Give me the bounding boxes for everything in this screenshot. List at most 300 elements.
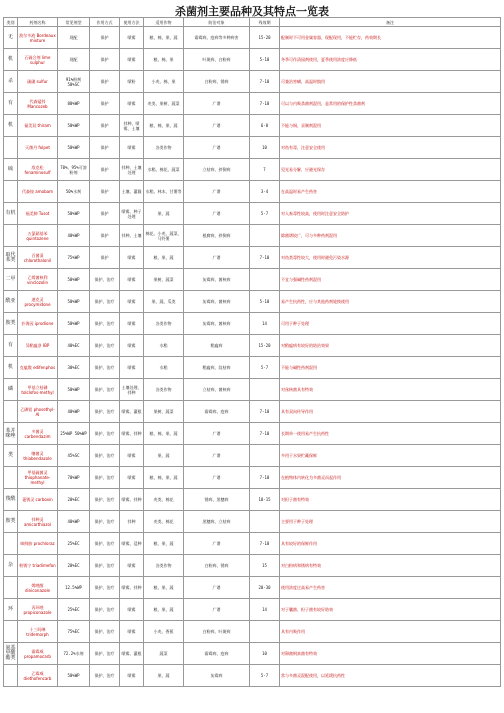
remark-cell: 在植物体内转化为多菌灵而起作用 (280, 467, 501, 489)
table-row (4, 467, 501, 489)
agent-name-cell: 多菌灵 carbendazim (18, 423, 58, 445)
duration-cell (250, 621, 280, 643)
duration-cell: 7-10 (250, 401, 280, 423)
remark-cell: 除菌谱较广，可与多种药剂混用 (280, 225, 501, 247)
agent-name-cell: 百菌清 chlorothalonil (18, 247, 58, 269)
remark-cell: 常与多菌灵混配使用，以延缓抗药性 (280, 665, 501, 687)
target-cell: 广谱 (184, 577, 250, 599)
target-cell: 稻瘟病 (184, 335, 250, 357)
category-cell: 硫 (4, 159, 18, 181)
action-cell: 保护、治疗 (90, 269, 120, 291)
remark-cell: 不宜与强碱性药剂混用 (280, 269, 501, 291)
duration-cell: 7-10 (250, 467, 280, 489)
target-cell: 灰霉病、菌核病 (184, 291, 250, 313)
target-cell: 广谱 (184, 423, 250, 445)
method-cell: 喷雾 (120, 313, 144, 335)
target-cell: 广谱 (184, 247, 250, 269)
target-cell: 黑穗病、立枯病 (184, 511, 250, 533)
crop-cell: 粮、棉、果、蔬 (144, 115, 184, 137)
crop-cell: 水稻、棉花、蔬菜 (144, 159, 184, 181)
remark-cell: 见光易分解，应避光保存 (280, 159, 501, 181)
crop-cell: 小麦、香蕉 (144, 621, 184, 643)
crop-cell: 水稻、林木、甘薯等 (144, 181, 184, 203)
crop-cell: 粮、果、蔬 (144, 247, 184, 269)
crop-cell: 果树、蔬菜 (144, 401, 184, 423)
agent-name-cell: 五氯硝基苯 quintozene (18, 225, 58, 247)
category-cell (4, 181, 18, 203)
target-cell: 根腐病、猝倒病 (184, 225, 250, 247)
category-cell (4, 621, 18, 643)
crop-cell: 各类作物 (144, 137, 184, 159)
duration-cell (250, 225, 280, 247)
remark-cell: 对人畜毒性较高，使用时注意安全防护 (280, 203, 501, 225)
remark-cell: 可以与内吸杀菌剂混用，是常用的保护性杀菌剂 (280, 93, 501, 115)
table-row (4, 203, 501, 225)
formulation-cell: 50%WP (58, 291, 90, 313)
remark-cell: 不能与铜、汞制剂混用 (280, 115, 501, 137)
duration-cell (250, 445, 280, 467)
target-cell: 广谱 (184, 137, 250, 159)
action-cell: 保护、治疗 (90, 423, 120, 445)
remark-cell: 对丝核菌具有特效 (280, 379, 501, 401)
table-row (4, 599, 501, 621)
agent-name-cell: 灭菌丹 folpet (18, 137, 58, 159)
category-cell: 机 (4, 357, 18, 379)
formulation-cell: 12.5%WP (58, 577, 90, 599)
duration-cell: 5-10 (250, 49, 280, 71)
method-cell: 喷雾、浸种 (120, 533, 144, 555)
category-cell: 取代苯类 (4, 247, 18, 269)
category-cell: 酰亚 (4, 291, 18, 313)
duration-cell: 7-10 (250, 423, 280, 445)
formulation-cell: 50%WP (58, 137, 90, 159)
formulation-cell: 75%WP (58, 247, 90, 269)
action-cell: 保护、治疗 (90, 599, 120, 621)
duration-cell: 5-7 (250, 357, 280, 379)
fungicide-table (3, 17, 501, 687)
duration-cell: 10 (250, 137, 280, 159)
duration-cell: 6-8 (250, 115, 280, 137)
remark-cell: 对鱼类毒性较大，使用时避免污染水源 (280, 247, 501, 269)
method-cell: 喷雾 (120, 445, 144, 467)
target-cell: 霜霉病、疫病 (184, 643, 250, 665)
duration-cell: 14 (250, 599, 280, 621)
formulation-cell: 50%WP (58, 313, 90, 335)
table-row (4, 335, 501, 357)
action-cell: 保护 (90, 203, 120, 225)
category-cell: 机 (4, 115, 18, 137)
action-cell: 保护、治疗 (90, 357, 120, 379)
target-cell: 广谱 (184, 203, 250, 225)
page-title: 杀菌剂主要品种及其特点一览表 (175, 5, 329, 18)
agent-name-cell: 甲基立枯磷 tolclofos-methyl (18, 379, 58, 401)
remark-cell: 对担子菌有特效 (280, 489, 501, 511)
crop-cell: 果、蔬 (144, 665, 184, 687)
action-cell: 保护、治疗 (90, 291, 120, 313)
remark-cell: 对鱼有毒，注意安全使用 (280, 137, 501, 159)
target-cell: 灰霉病、菌核病 (184, 269, 250, 291)
formulation-cell: 70%WP (58, 467, 90, 489)
remark-cell: 主要用于种子处理 (280, 511, 501, 533)
table-row (4, 159, 501, 181)
remark-cell: 对白粉病和锈病有特效 (280, 555, 501, 577)
agent-name-cell: 丙环唑 propiconazole (18, 599, 58, 621)
target-cell: 广谱 (184, 533, 250, 555)
table-row (4, 489, 501, 511)
table-row (4, 533, 501, 555)
formulation-cell: 25%EC (58, 533, 90, 555)
column-header: 残效期 (250, 18, 280, 27)
table-row (4, 27, 501, 49)
category-cell (4, 137, 18, 159)
remark-cell: 对卵菌纲真菌有特效 (280, 643, 501, 665)
agent-name-cell: 速克灵 procymidone (18, 291, 58, 313)
category-cell (4, 577, 18, 599)
action-cell: 保护、治疗 (90, 533, 120, 555)
method-cell: 喷雾 (120, 555, 144, 577)
table-row (4, 357, 501, 379)
action-cell: 保护 (90, 159, 120, 181)
method-cell: 喷雾 (120, 269, 144, 291)
table-row (4, 137, 501, 159)
agent-name-cell: 石硫合剂 lime sulphur (18, 49, 58, 71)
target-cell: 灰霉病、菌核病 (184, 313, 250, 335)
duration-cell: 5-7 (250, 665, 280, 687)
table-row (4, 379, 501, 401)
table-row (4, 621, 501, 643)
remark-cell: 可兼治害螨，高温时慎用 (280, 71, 501, 93)
formulation-cell: 72.2%水剂 (58, 643, 90, 665)
remark-cell: 对子囊菌、担子菌有较好防效 (280, 599, 501, 621)
agent-name-cell: 霜霉威 propamocarb (18, 643, 58, 665)
crop-cell: 粮、棉、果、蔬 (144, 27, 184, 49)
category-cell (4, 225, 18, 247)
crop-cell: 蔬菜 (144, 643, 184, 665)
target-cell: 稻瘟病、纹枯病 (184, 357, 250, 379)
formulation-cell: 40%WP (58, 225, 90, 247)
method-cell: 土壤处理、拌种 (120, 379, 144, 401)
table-row (4, 423, 501, 445)
agent-name-cell: 硫磺 sulfur (18, 71, 58, 93)
category-cell: 羧酰 (4, 489, 18, 511)
agent-name-cell: 十三吗啉 tridemorph (18, 621, 58, 643)
action-cell: 保护 (90, 49, 120, 71)
formulation-cell: 20%EC (58, 489, 90, 511)
agent-name-cell: 克瘟散 edifenphos (18, 357, 58, 379)
table-row (4, 247, 501, 269)
duration-cell: 10-15 (250, 489, 280, 511)
category-cell: 杀 (4, 71, 18, 93)
formulation-cell: 91%粉剂 50%SC (58, 71, 90, 93)
crop-cell: 各类作物 (144, 555, 184, 577)
agent-name-cell: 拌种灵 amicarthiazol (18, 511, 58, 533)
formulation-cell: 80%WP (58, 93, 90, 115)
crop-cell: 粮、棉、果 (144, 49, 184, 71)
table-row (4, 313, 501, 335)
target-cell: 锈病、黑穗病 (184, 489, 250, 511)
remark-cell: 可用于种子处理 (280, 313, 501, 335)
category-cell: 无 (4, 27, 18, 49)
formulation-cell: 50%WP (58, 269, 90, 291)
formulation-cell: 现配 (58, 49, 90, 71)
method-cell: 喷雾 (120, 93, 144, 115)
duration-cell: 15-20 (250, 335, 280, 357)
column-header: 常见剂型 (58, 18, 90, 27)
method-cell: 喷粉 (120, 71, 144, 93)
crop-cell: 麦类、棉花 (144, 511, 184, 533)
agent-name-cell: 波尔多液 Bordeaux mixture (18, 27, 58, 49)
target-cell: 灰霉病 (184, 665, 250, 687)
crop-cell: 粮、棉、果、蔬 (144, 423, 184, 445)
target-cell: 立枯病、菌核病 (184, 379, 250, 401)
column-header: 使用方法 (120, 18, 144, 27)
method-cell: 喷雾 (120, 291, 144, 313)
remark-cell: 多用于水果贮藏保鲜 (280, 445, 501, 467)
formulation-cell: 45%SC (58, 445, 90, 467)
table-row (4, 643, 501, 665)
category-cell: 有 (4, 93, 18, 115)
column-header: 适用作物 (144, 18, 184, 27)
method-cell: 拌种、喷雾、土壤 (120, 115, 144, 137)
action-cell: 保护、治疗 (90, 445, 120, 467)
table-row (4, 49, 501, 71)
method-cell: 喷雾 (120, 467, 144, 489)
duration-cell: 15 (250, 555, 280, 577)
method-cell: 拌种、土壤处理 (120, 159, 144, 181)
category-cell (4, 665, 18, 687)
action-cell: 保护 (90, 71, 120, 93)
crop-cell: 麦类、棉花 (144, 489, 184, 511)
method-cell: 喷雾 (120, 357, 144, 379)
table-row (4, 511, 501, 533)
duration-cell: 3-4 (250, 181, 280, 203)
action-cell: 保护、治疗 (90, 665, 120, 687)
formulation-cell: 现配 (58, 27, 90, 49)
duration-cell: 10 (250, 643, 280, 665)
action-cell: 保护 (90, 93, 120, 115)
crop-cell: 麦类、果树、蔬菜 (144, 93, 184, 115)
table-row (4, 181, 501, 203)
method-cell: 喷雾、拌种 (120, 489, 144, 511)
duration-cell: 7 (250, 159, 280, 181)
column-header: 防治对象 (184, 18, 250, 27)
category-cell: 胺类 (4, 313, 18, 335)
formulation-cell: 25%WP 50%WP (58, 423, 90, 445)
target-cell: 白粉病、叶斑病 (184, 621, 250, 643)
agent-name-cell: 代森铵 amobam (18, 181, 58, 203)
action-cell: 保护、治疗 (90, 335, 120, 357)
table-row (4, 225, 501, 247)
remark-cell: 冬季可作清园剂使用，夏季使用浓度应降低 (280, 49, 501, 71)
duration-cell (250, 379, 280, 401)
target-cell: 广谱 (184, 445, 250, 467)
duration-cell: 7-10 (250, 247, 280, 269)
column-header: 备注 (280, 18, 501, 27)
agent-name-cell: 异稻瘟净 IBP (18, 335, 58, 357)
method-cell: 拌种 (120, 511, 144, 533)
agent-name-cell: 咪鲜胺 prochloraz (18, 533, 58, 555)
method-cell: 喷雾 (120, 621, 144, 643)
duration-cell: 7-10 (250, 71, 280, 93)
agent-name-cell: 福美胂 Tusot (18, 203, 58, 225)
remark-cell: 使用浓度过高易产生药害 (280, 577, 501, 599)
category-cell: 机 (4, 49, 18, 71)
target-cell: 白粉病、锈病 (184, 555, 250, 577)
table-header-row (4, 18, 501, 27)
action-cell: 保护、治疗 (90, 555, 120, 577)
crop-cell: 小麦、棉、果 (144, 71, 184, 93)
duration-cell: 7-10 (250, 93, 280, 115)
method-cell: 喷雾 (120, 335, 144, 357)
category-cell: 类 (4, 445, 18, 467)
formulation-cell: 25%EC (58, 599, 90, 621)
formulation-cell: 50%WP (58, 379, 90, 401)
table-row (4, 71, 501, 93)
method-cell: 喷雾、灌根 (120, 643, 144, 665)
crop-cell: 果、蔬 (144, 445, 184, 467)
remark-cell: 不能与碱性药剂混用 (280, 357, 501, 379)
action-cell: 保护、治疗 (90, 379, 120, 401)
agent-name-cell: 敌克松 fenaminosulf (18, 159, 58, 181)
method-cell: 喷雾 (120, 49, 144, 71)
target-cell: 广谱 (184, 93, 250, 115)
action-cell: 保护 (90, 225, 120, 247)
duration-cell (250, 511, 280, 533)
method-cell: 喷雾 (120, 665, 144, 687)
target-cell: 霜霉病、疫病 (184, 401, 250, 423)
category-cell: 苯并咪唑 (4, 423, 18, 445)
table-row (4, 665, 501, 687)
action-cell: 保护、治疗 (90, 401, 120, 423)
agent-name-cell: 粉锈宁 triadimefon (18, 555, 58, 577)
agent-name-cell: 乙烯菌核利 vinclozolin (18, 269, 58, 291)
method-cell: 喷雾 (120, 247, 144, 269)
formulation-cell: 50%WP (58, 115, 90, 137)
table-row (4, 93, 501, 115)
target-cell: 叶斑病、白粉病 (184, 49, 250, 71)
agent-name-cell: 代森锰锌 Mancozeb (18, 93, 58, 115)
target-cell: 霜霉病、疫病等多种病害 (184, 27, 250, 49)
table-row (4, 291, 501, 313)
column-header: 药剂名称 (18, 18, 58, 27)
method-cell: 喷雾 (120, 27, 144, 49)
target-cell: 广谱 (184, 181, 250, 203)
agent-name-cell: 乙霉威 diethofencarb (18, 665, 58, 687)
action-cell: 保护、治疗 (90, 643, 120, 665)
target-cell: 广谱 (184, 599, 250, 621)
action-cell: 保护 (90, 137, 120, 159)
table-row (4, 577, 501, 599)
remark-cell: 具有内吸作用 (280, 621, 501, 643)
table-row (4, 115, 501, 137)
agent-name-cell: 扑海因 iprodione (18, 313, 58, 335)
table-row (4, 401, 501, 423)
method-cell: 喷雾、灌根 (120, 401, 144, 423)
crop-cell: 粮、果、蔬 (144, 577, 184, 599)
action-cell: 保护 (90, 181, 120, 203)
duration-cell: 20-30 (250, 577, 280, 599)
formulation-cell: 40%WP (58, 511, 90, 533)
crop-cell: 果、蔬、瓜类 (144, 291, 184, 313)
formulation-cell: 50%WP (58, 665, 90, 687)
method-cell: 喷雾、种子处理 (120, 203, 144, 225)
method-cell: 拌种、土壤 (120, 225, 144, 247)
remark-cell: 具有双向传导作用 (280, 401, 501, 423)
crop-cell: 水稻 (144, 357, 184, 379)
category-cell: 二甲 (4, 269, 18, 291)
action-cell: 保护、治疗 (90, 313, 120, 335)
crop-cell: 各类作物 (144, 313, 184, 335)
agent-name-cell: 福美双 thiram (18, 115, 58, 137)
agent-name-cell: 噻菌灵 thiabendazole (18, 445, 58, 467)
target-cell: 广谱 (184, 115, 250, 137)
crop-cell: 粮、果、蔬 (144, 599, 184, 621)
target-cell: 立枯病、猝倒病 (184, 159, 250, 181)
crop-cell: 各类作物 (144, 379, 184, 401)
method-cell: 土壤、灌溉 (120, 181, 144, 203)
remark-cell: 配制时不可用金属容器，现配现用，不能贮存，药效期长 (280, 27, 501, 49)
column-header: 类别 (4, 18, 18, 27)
category-cell: 磷 (4, 379, 18, 401)
method-cell: 喷雾、拌种 (120, 423, 144, 445)
agent-name-cell: 萎锈灵 carboxin (18, 489, 58, 511)
duration-cell: 5-10 (250, 291, 280, 313)
action-cell: 保护、治疗 (90, 467, 120, 489)
formulation-cell: 75%EC (58, 621, 90, 643)
agent-name-cell: 烯唑醇 diniconazole (18, 577, 58, 599)
crop-cell: 粮、果、蔬 (144, 533, 184, 555)
duration-cell: 14 (250, 313, 280, 335)
target-cell: 白粉病、锈病 (184, 71, 250, 93)
formulation-cell: 50%WP (58, 203, 90, 225)
action-cell: 保护、治疗 (90, 511, 120, 533)
formulation-cell: 30%EC (58, 357, 90, 379)
category-cell: 杂 (4, 555, 18, 577)
action-cell: 保护 (90, 247, 120, 269)
category-cell: 氨基甲酸酯类 (4, 643, 18, 665)
method-cell: 喷雾 (120, 599, 144, 621)
duration-cell: 15-20 (250, 27, 280, 49)
duration-cell: 5-7 (250, 203, 280, 225)
agent-name-cell: 甲基硫菌灵 thiophanate-methyl (18, 467, 58, 489)
action-cell: 保护、治疗 (90, 489, 120, 511)
formulation-cell: 50%水剂 (58, 181, 90, 203)
action-cell: 保护 (90, 115, 120, 137)
category-cell (4, 467, 18, 489)
crop-cell: 果树、蔬菜 (144, 269, 184, 291)
category-cell: 环 (4, 599, 18, 621)
category-cell (4, 401, 18, 423)
remark-cell: 具有较好的保鲜作用 (280, 533, 501, 555)
crop-cell: 水稻 (144, 335, 184, 357)
method-cell: 喷雾、拌种 (120, 577, 144, 599)
column-header: 作用方式 (90, 18, 120, 27)
remark-cell: 对稻瘟病有较好的防治效果 (280, 335, 501, 357)
formulation-cell: 20%EC (58, 555, 90, 577)
table-row (4, 445, 501, 467)
category-cell: 胺类 (4, 511, 18, 533)
method-cell: 喷雾 (120, 137, 144, 159)
action-cell: 保护 (90, 27, 120, 49)
category-cell (4, 533, 18, 555)
formulation-cell: 40%EC (58, 335, 90, 357)
duration-cell (250, 269, 280, 291)
target-cell: 广谱 (184, 467, 250, 489)
crop-cell: 果、蔬 (144, 203, 184, 225)
action-cell: 保护、治疗 (90, 621, 120, 643)
formulation-cell: 40%WP (58, 401, 90, 423)
crop-cell: 粮、棉、果、蔬 (144, 467, 184, 489)
